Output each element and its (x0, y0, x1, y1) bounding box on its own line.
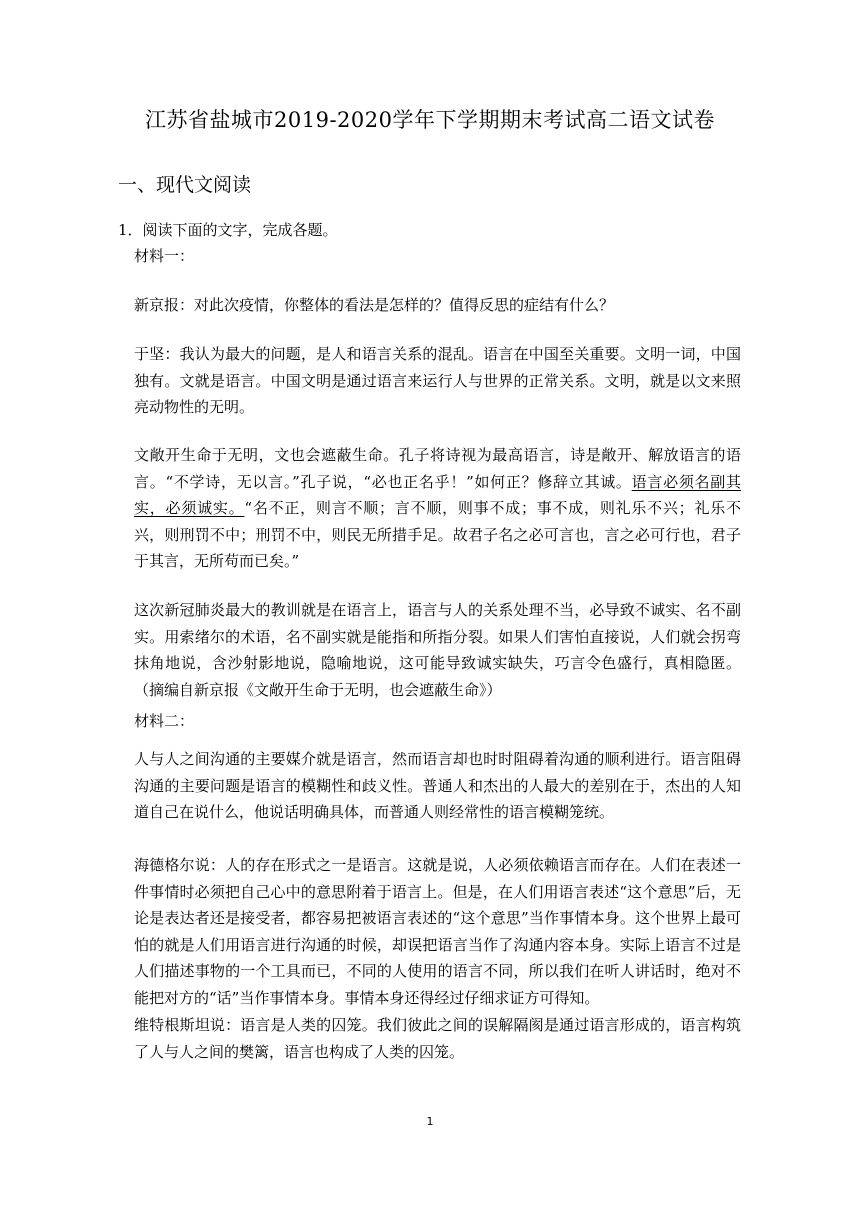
page-number: 1 (426, 1115, 434, 1128)
paragraph-yu-jian-answer: 于坚：我认为最大的问题，是人和语言关系的混乱。语言在中国至关重要。文明一词，中国独有。文就是语言。中国文明是通过语言来运行人与世界的正常关系。文明，就是以文来照亮动物性的无明。 (134, 345, 741, 417)
material2-label: 材料二： (134, 712, 195, 730)
paragraph-communication-medium: 人与人之间沟通的主要媒介就是语言，然而语言却也时时阻碍着沟通的顺利进行。语言阻碍沟通的主要问题是语言的模糊性和歧义性。普通人和杰出的人最大的差别在于，杰出的人知道自己在说什么，他说话明确具体，而普通人则经常性的语言模糊笼统。 (134, 750, 741, 822)
paragraph-heidegger: 海德格尔说：人的存在形式之一是语言。这就是说，人必须依赖语言而存在。人们在表述一件事情时必须把自己心中的意思附着于语言上。但是，在人们用语言表述“这个意思”后，无论是表达者还是接受者，都容易把被语言表述的“这个意思”当作事情本身。这个世界上最可怕的就是人们用语言进行沟通的时候，却误把语言当作了沟通内容本身。实际上语言不过是人们描述事物的一个工具而已，不同的人使用的语言不同，所以我们在听人讲话时，绝对不能把对方的“话”当作事情本身。事情本身还得经过仔细求证方可得知。 (134, 856, 741, 1007)
paragraph-confucius (134, 442, 741, 575)
paragraph-covid-lesson: 这次新冠肺炎最大的教训就是在语言上，语言与人的关系处理不当，必导致不诚实、名不副实。用索绪尔的术语，名不副实就是能指和所指分裂。如果人们害怕直接说，人们就会拐弯抹角地说，含沙射影地说，隐喻地说，这可能导致诚实缺失，巧言令色盛行，真相隐匿。（摘编自新京报《文敞开生命于无明，也会遮蔽生命》） (134, 601, 741, 699)
section-heading: 一、现代文阅读 (118, 174, 252, 196)
paragraph-wittgenstein: 维特根斯坦说：语言是人类的囚笼。我们彼此之间的误解隔阂是通过语言形成的，语言构筑了人与人之间的樊篱，语言也构成了人类的囚笼。 (134, 1016, 741, 1061)
paragraph-confucius-text-b: “名不正，则言不顺；言不顺，则事不成；事不成，则礼乐不兴；礼乐不兴，则刑罚不中；刑罚不中，则民无所措手足。故君子名之必可言也，言之必可行也，君子于其言，无所苟而已矣。” (134, 499, 741, 571)
material1-label: 材料一： (134, 247, 195, 265)
question-intro: 1．阅读下面的文字，完成各题。 (118, 221, 338, 239)
underlined-sentence: 语言必须名副其实，必须诚实。 (134, 472, 741, 518)
paragraph-interview-question: 新京报：对此次疫情，你整体的看法是怎样的？值得反思的症结有什么？ (134, 296, 615, 314)
document-title: 江苏省盐城市2019-2020学年下学期期末考试高二语文试卷 (145, 108, 715, 132)
paragraph-confucius-text-a: 文敞开生命于无明，文也会遮蔽生命。孔子将诗视为最高语言，诗是敞开、解放语言的语言。“不学诗，无以言。”孔子说，“必也正名乎！”如何正？修辞立其诚。 (134, 446, 741, 491)
